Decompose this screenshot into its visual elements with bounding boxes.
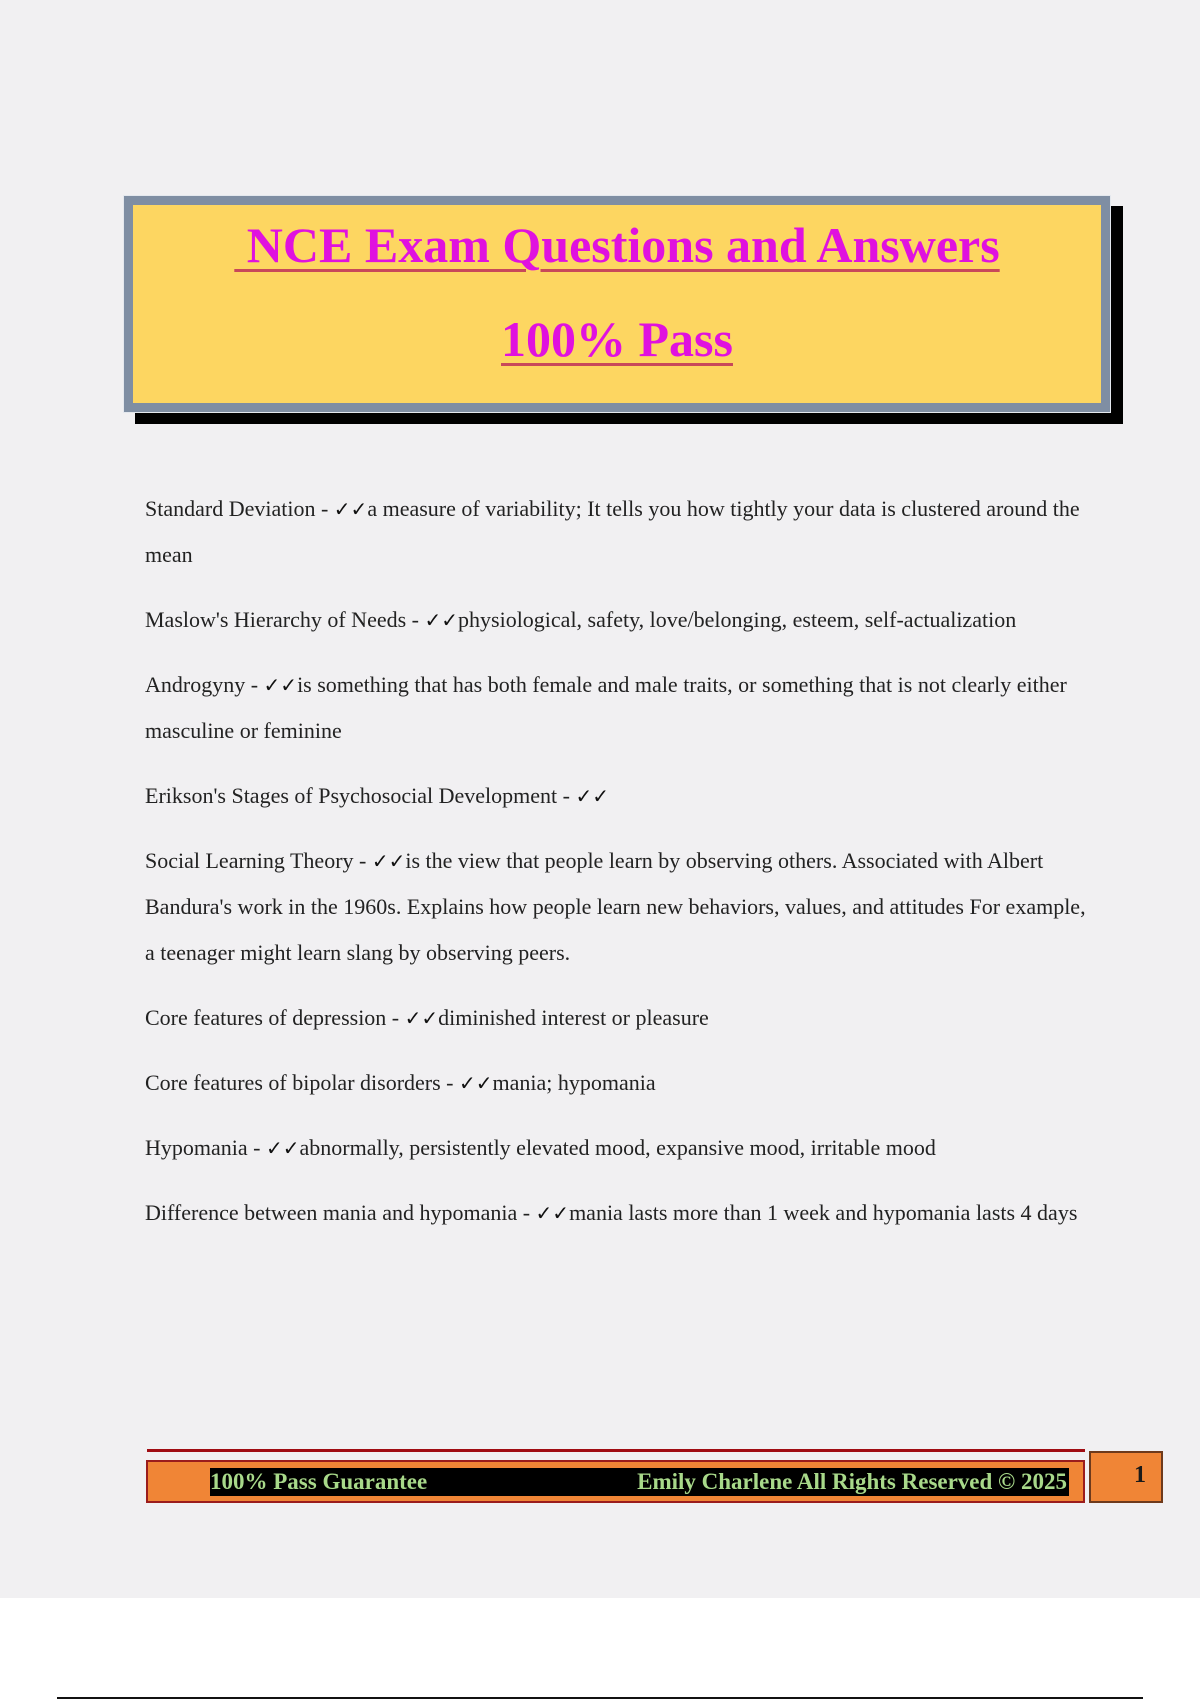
qa-term: Difference between mania and hypomania - bbox=[145, 1200, 536, 1225]
qa-definition: abnormally, persistently elevated mood, expansive mood, irritable mood bbox=[299, 1135, 936, 1160]
qa-term: Social Learning Theory - bbox=[145, 848, 372, 873]
qa-list bbox=[145, 486, 1090, 1255]
qa-term: Androgyny - bbox=[145, 672, 264, 697]
qa-entry bbox=[145, 1125, 1090, 1171]
qa-definition: mania lasts more than 1 week and hypomania lasts 4 days bbox=[569, 1200, 1078, 1225]
qa-definition: is something that has both female and male traits, or something that is not clearly either masculine or feminine bbox=[145, 672, 1067, 743]
qa-term: Maslow's Hierarchy of Needs - bbox=[145, 607, 425, 632]
next-page-rule bbox=[57, 1697, 1143, 1699]
qa-entry bbox=[145, 486, 1090, 578]
qa-term: Core features of depression - bbox=[145, 1005, 405, 1030]
qa-entry bbox=[145, 995, 1090, 1041]
double-check-icon: ✓✓ bbox=[404, 1006, 439, 1030]
qa-term: Standard Deviation - bbox=[145, 496, 334, 521]
footer-divider bbox=[147, 1449, 1085, 1452]
footer-copyright-text: Emily Charlene All Rights Reserved © 2025 bbox=[637, 1469, 1067, 1494]
title-text-1: NCE Exam Questions and Answers bbox=[234, 217, 1000, 273]
double-check-icon: ✓✓ bbox=[459, 1071, 493, 1095]
qa-definition: physiological, safety, love/belonging, esteem, self-actualization bbox=[458, 607, 1017, 632]
double-check-icon: ✓✓ bbox=[263, 673, 298, 697]
double-check-icon: ✓✓ bbox=[424, 608, 459, 632]
qa-entry bbox=[145, 1060, 1090, 1106]
double-check-icon: ✓✓ bbox=[333, 497, 368, 521]
title-banner bbox=[124, 196, 1110, 412]
qa-definition: is the view that people learn by observing others. Associated with Albert Bandura's work in the 1960s. Explains how people learn new behaviors, values, and attitudes For example, a teenager might learn slang by observing peers. bbox=[145, 848, 1086, 965]
title-line-2 bbox=[133, 309, 1101, 369]
double-check-icon: ✓✓ bbox=[371, 849, 406, 873]
qa-definition: diminished interest or pleasure bbox=[438, 1005, 709, 1030]
double-check-icon: ✓✓ bbox=[575, 784, 609, 808]
title-line-1 bbox=[133, 215, 1101, 275]
qa-term: Core features of bipolar disorders - bbox=[145, 1070, 460, 1095]
qa-definition: mania; hypomania bbox=[492, 1070, 656, 1095]
qa-term: Hypomania - bbox=[145, 1135, 266, 1160]
footer-guarantee-text: 100% Pass Guarantee bbox=[210, 1469, 428, 1494]
double-check-icon: ✓✓ bbox=[265, 1136, 300, 1160]
footer-bar bbox=[146, 1460, 1085, 1503]
qa-entry bbox=[145, 597, 1090, 643]
qa-definition: a measure of variability; It tells you how tightly your data is clustered around the mean bbox=[145, 496, 1080, 567]
page-number: 1 bbox=[1089, 1451, 1163, 1503]
qa-entry bbox=[145, 838, 1090, 976]
title-text-2: 100% Pass bbox=[501, 311, 733, 367]
double-check-icon: ✓✓ bbox=[535, 1201, 570, 1225]
qa-entry bbox=[145, 662, 1090, 754]
qa-term: Erikson's Stages of Psychosocial Development - bbox=[145, 783, 576, 808]
qa-entry bbox=[145, 773, 1090, 819]
qa-entry bbox=[145, 1190, 1090, 1236]
